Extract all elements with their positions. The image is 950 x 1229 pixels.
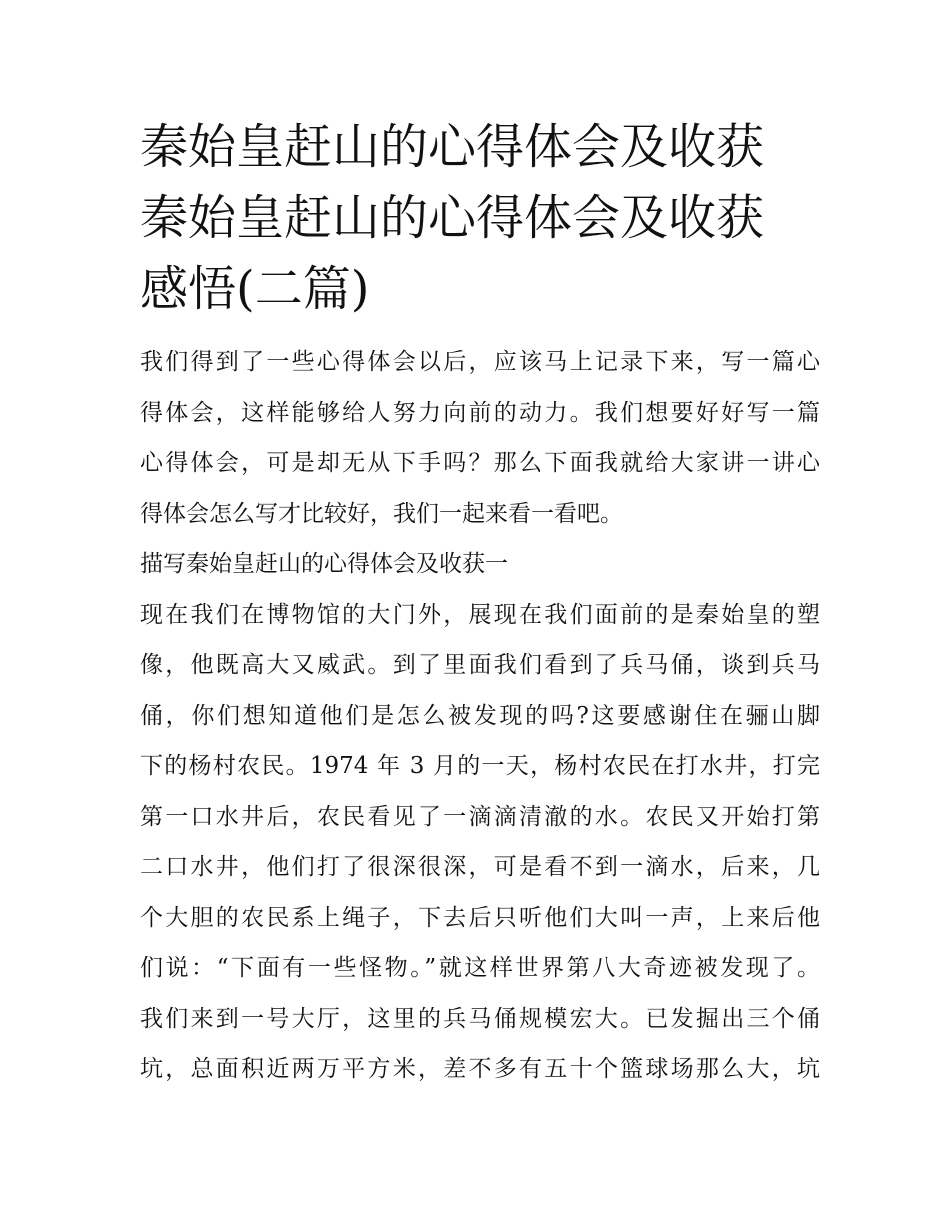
title-line: 秦始皇赶山的心得体会及收获 [140, 190, 765, 246]
text-line: 我们来到一号大厅，这里的兵马俑规模宏大。已发掘出三个俑 [140, 1005, 820, 1032]
text-line: 坑，总面积近两万平方米，差不多有五十个篮球场那么大，坑 [140, 1056, 820, 1082]
title-line: 感悟(二篇) [140, 261, 370, 317]
text-line: 得体会怎么写才比较好，我们一起来看一看吧。 [140, 500, 623, 527]
text-line: 心得体会，可是却无从下手吗？那么下面我就给大家讲一讲心 [140, 450, 820, 476]
intro-paragraph [140, 337, 820, 539]
document-title [140, 112, 820, 325]
text-line: 下的杨村农民。1974 年 3 月的一天，杨村农民在打水井，打完 [140, 753, 820, 779]
text-line: 们说：“下面有一些怪物。”就这样世界第八大奇迹被发现了。 [140, 955, 820, 981]
text-line: 个大胆的农民系上绳子，下去后只听他们大叫一声，上来后他 [140, 904, 820, 931]
text-line: 现在我们在博物馆的大门外，展现在我们面前的是秦始皇的塑 [140, 601, 820, 628]
text-line: 二口水井，他们打了很深很深，可是看不到一滴水，后来，几 [140, 854, 820, 880]
text-line: 像，他既高大又威武。到了里面我们看到了兵马俑，谈到兵马 [140, 652, 820, 678]
document-page [140, 112, 820, 1095]
text-line: 我们得到了一些心得体会以后，应该马上记录下来，写一篇心 [140, 349, 820, 375]
body-paragraph [140, 590, 820, 1095]
text-line: 得体会，这样能够给人努力向前的动力。我们想要好好写一篇 [140, 399, 820, 426]
text-line: 俑，你们想知道他们是怎么被发现的吗?这要感谢住在骊山脚 [140, 702, 820, 729]
text-line: 第一口水井后，农民看见了一滴滴清澈的水。农民又开始打第 [140, 803, 820, 830]
section-heading: 描写秦始皇赶山的心得体会及收获一 [140, 551, 508, 577]
title-line: 秦始皇赶山的心得体会及收获 [140, 119, 765, 175]
